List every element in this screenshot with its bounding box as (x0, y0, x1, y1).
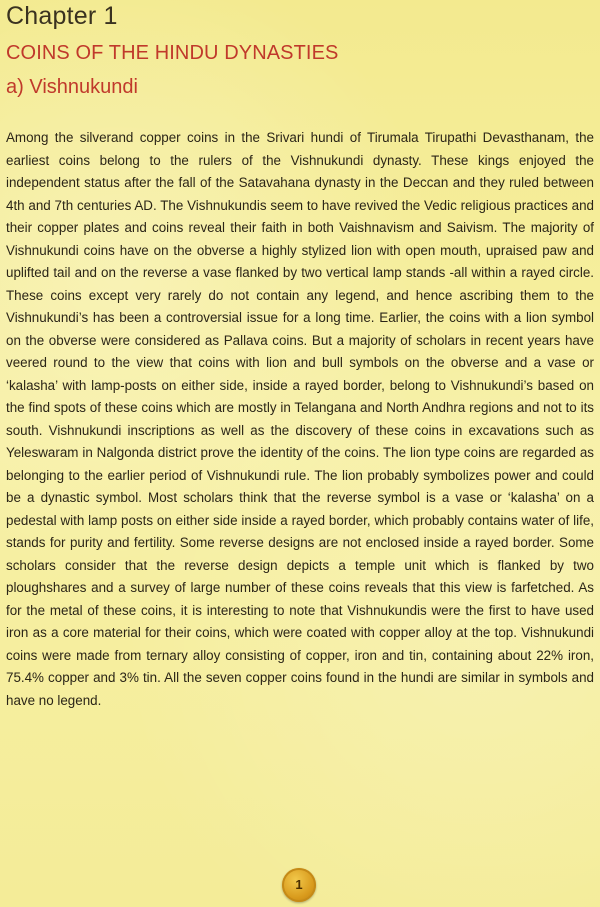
page-number: 1 (295, 877, 303, 892)
section-heading: a) Vishnukundi (6, 76, 138, 98)
body-paragraph: Among the silverand copper coins in the Srivari hundi of Tirumala Tirupathi Devasthanam, the earliest coins belong to the rulers of the Vishnukundi dynasty. These kings enjoyed the independent status after the fall of the Satavahana dynasty in the Deccan and they ruled between 4th and 7th centuries AD. The Vishnukundis seem to have revived the Vedic religious practices and their copper plates and coins reveal their faith in both Vaishnavism and Saivism. The majority of Vishnukundi coins have on the obverse a highly stylized lion with open mouth, upraised paw and uplifted tail and on the reverse a vase flanked by two vertical lamp stands -all within a rayed circle. These coins except very rarely do not contain any legend, and hence ascribing them to the Vishnukundi’s has been a controversial issue for a long time. Earlier, the coins with a lion symbol on the obverse were considered as Pallava coins. But a majority of scholars in recent years have veered round to the view that coins with lion and bull symbols on the obverse and a vase or ‘kalasha’ with lamp-posts on either side, inside a rayed border, belong to Vishnukundi’s based on the find spots of these coins which are mostly in Telangana and North Andhra regions and not to its south. Vishnukundi inscriptions as well as the discovery of these coins in excavations such as Yeleswaram in Nalgonda district prove the identity of the coins. The lion type coins are regarded as belonging to the earlier period of Vishnukundi rule. The lion probably symbolizes power and could be a dynastic symbol. Most scholars think that the reverse symbol is a vase or ‘kalasha’ on a pedestal with lamp posts on either side inside a rayed border, which probably contains water of life, stands for purity and fertility. Some reverse designs are not enclosed inside a rayed border. Some scholars consider that the reverse design depicts a temple unit which is flanked by two ploughshares and a survey of large number of these coins reveals that this view is farfetched. As for the metal of these coins, it is interesting to note that Vishnukundis were the first to have used iron as a core material for their coins, which were coated with copper alloy at the top. Vishnukundi coins were made from ternary alloy consisting of copper, iron and tin, containing about 22% iron, 75.4% copper and 3% tin. All the seven copper coins found in the hundi are similar in symbols and have no legend. (6, 130, 594, 708)
chapter-title: COINS OF THE HINDU DYNASTIES (6, 42, 339, 64)
page-number-badge (282, 868, 316, 902)
chapter-heading: Chapter 1 (6, 2, 118, 30)
